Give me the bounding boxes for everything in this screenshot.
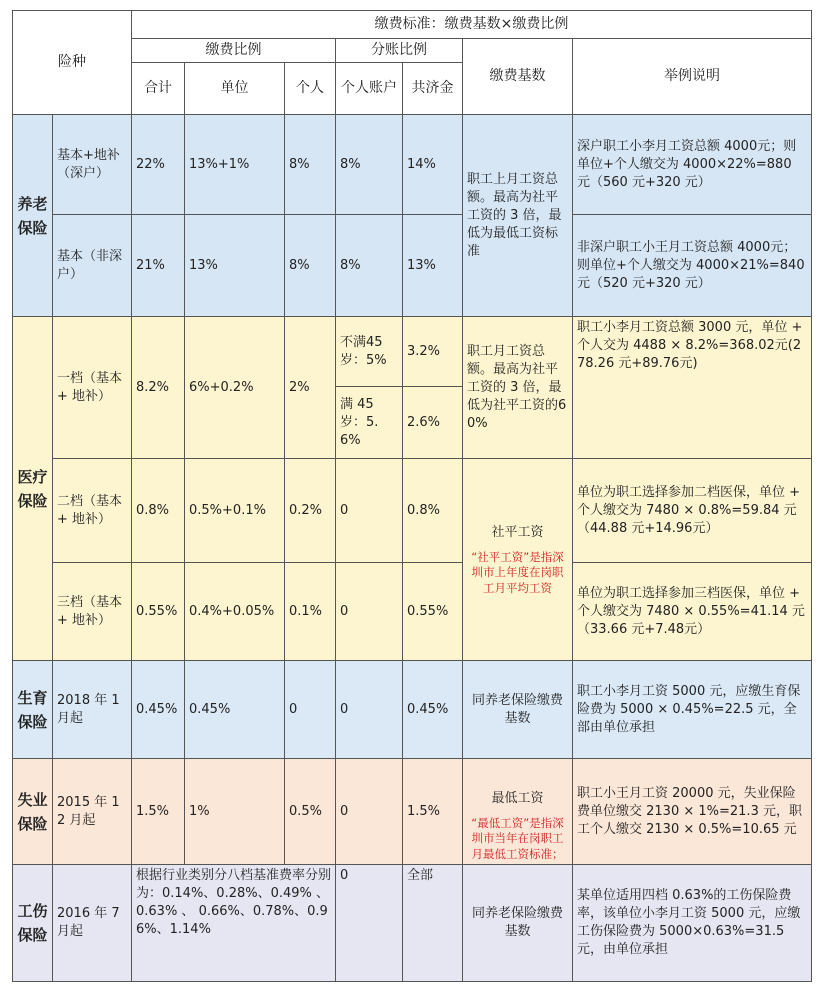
unemployment-base: [463, 759, 573, 865]
header-example: 举例说明: [573, 39, 812, 115]
insurance-contribution-table: [12, 10, 812, 982]
header-total: 合计: [132, 63, 185, 115]
maternity-base: 同养老保险缴费基数: [463, 661, 573, 759]
maternity-unit: 0.45%: [185, 661, 285, 759]
unemployment-example: 职工小王月工资 20000 元，失业保险费单位缴交 2130 × 1%=21.3 元，职工个人缴交 2130 × 0.5%=10.65 元: [573, 759, 812, 865]
pension-row-1: [13, 115, 812, 215]
pension-unit-2: 13%: [185, 215, 285, 317]
injury-name: 工伤保险: [13, 865, 53, 982]
maternity-fund: 0.45%: [403, 661, 463, 759]
unemployment-account: 0: [336, 759, 403, 865]
header-standard: 缴费标准：缴费基数×缴费比例: [132, 11, 812, 39]
pension-name: 养老保险: [13, 115, 53, 317]
header-base: 缴费基数: [463, 39, 573, 115]
medical-fund-1b: 2.6%: [403, 387, 463, 459]
pension-type-1: 基本+地补（深户）: [53, 115, 132, 215]
medical-type-2: 二档（基本 + 地补）: [53, 459, 132, 563]
header-rate: 缴费比例: [132, 39, 336, 63]
insurance-table-container: [12, 10, 812, 982]
medical-type-1: 一档（基本 + 地补）: [53, 317, 132, 459]
unemployment-fund: 1.5%: [403, 759, 463, 865]
medical-base-23: [463, 459, 573, 661]
unemployment-type: 2015 年 12 月起: [53, 759, 132, 865]
pension-account-1: 8%: [336, 115, 403, 215]
maternity-row: [13, 661, 812, 759]
medical-account-2: 0: [336, 459, 403, 563]
medical-personal-3: 0.1%: [285, 563, 336, 661]
header-split: 分账比例: [336, 39, 463, 63]
injury-example: 某单位适用四档 0.63%的工伤保险费率，该单位小李月工资 5000 元，应缴工伤保险费为 5000×0.63%=31.5 元，由单位承担: [573, 865, 812, 982]
header-personal: 个人: [285, 63, 336, 115]
medical-total-3: 0.55%: [132, 563, 185, 661]
medical-unit-2: 0.5%+0.1%: [185, 459, 285, 563]
maternity-example: 职工小李月工资 5000 元，应缴生育保险费为 5000 × 0.45%=22.5 元，全部由单位承担: [573, 661, 812, 759]
pension-base: 职工上月工资总额。最高为社平工资的 3 倍，最低为最低工资标准: [463, 115, 573, 317]
medical-fund-3: 0.55%: [403, 563, 463, 661]
pension-type-2: 基本（非深户）: [53, 215, 132, 317]
header-row-1: [13, 11, 812, 39]
pension-row-2: [13, 215, 812, 317]
pension-personal-1: 8%: [285, 115, 336, 215]
medical-fund-1a: 3.2%: [403, 317, 463, 387]
unemployment-name: 失业保险: [13, 759, 53, 865]
medical-base-23-text: 社平工资: [491, 524, 544, 540]
pension-account-2: 8%: [336, 215, 403, 317]
medical-personal-2: 0.2%: [285, 459, 336, 563]
maternity-total: 0.45%: [132, 661, 185, 759]
header-xianzhong: 险种: [13, 11, 132, 115]
injury-base: 同养老保险缴费基数: [463, 865, 573, 982]
medical-account-3: 0: [336, 563, 403, 661]
unemployment-total: 1.5%: [132, 759, 185, 865]
medical-name: 医疗保险: [13, 317, 53, 661]
header-row-2: [13, 39, 812, 63]
unemployment-row: [13, 759, 812, 865]
injury-fund: 全部: [403, 865, 463, 982]
medical-fund-2: 0.8%: [403, 459, 463, 563]
medical-total-2: 0.8%: [132, 459, 185, 563]
medical-total-1: 8.2%: [132, 317, 185, 459]
maternity-personal: 0: [285, 661, 336, 759]
pension-fund-1: 14%: [403, 115, 463, 215]
pension-example-2: 非深户职工小王月工资总额 4000元；则单位+个人缴交为 4000×21%=840 元（520 元+320 元）: [573, 215, 812, 317]
pension-example-1: 深户职工小李月工资总额 4000元；则单位+个人缴交为 4000×22%=880 元（560 元+320 元）: [573, 115, 812, 215]
header-unit: 单位: [185, 63, 285, 115]
injury-row: [13, 865, 812, 982]
medical-row-2: [13, 459, 812, 563]
pension-total-2: 21%: [132, 215, 185, 317]
medical-personal-1: 2%: [285, 317, 336, 459]
pension-total-1: 22%: [132, 115, 185, 215]
maternity-name: 生育保险: [13, 661, 53, 759]
maternity-type: 2018 年 1 月起: [53, 661, 132, 759]
unemployment-personal: 0.5%: [285, 759, 336, 865]
medical-row-1a: [13, 317, 812, 387]
medical-example-1: 职工小李月工资总额 3000 元，单位 + 个人交为 4488 × 8.2%=368.02元(278.26 元+89.76元): [573, 317, 812, 459]
injury-type: 2016 年 7 月起: [53, 865, 132, 982]
pension-personal-2: 8%: [285, 215, 336, 317]
medical-row-3: [13, 563, 812, 661]
injury-account: 0: [336, 865, 403, 982]
medical-example-2: 单位为职工选择参加二档医保，单位 + 个人缴交为 7480 × 0.8%=59.84 元（44.88 元+14.96元）: [573, 459, 812, 563]
unemployment-unit: 1%: [185, 759, 285, 865]
header-personal-account: 个人账户: [336, 63, 403, 115]
medical-base-note: “社平工资”是指深圳市上年度在岗职工月平均工资: [471, 549, 564, 595]
unemployment-base-note: “最低工资”是指深圳市当年在岗职工月最低工资标准；: [471, 815, 564, 861]
medical-account-1b: 满 45岁：5.6%: [336, 387, 403, 459]
header-mutual-fund: 共济金: [403, 63, 463, 115]
pension-fund-2: 13%: [403, 215, 463, 317]
medical-account-1a: 不满45岁：5%: [336, 317, 403, 387]
unemployment-base-text: 最低工资: [491, 790, 544, 806]
medical-unit-1: 6%+0.2%: [185, 317, 285, 459]
medical-type-3: 三档（基本 + 地补）: [53, 563, 132, 661]
medical-example-3: 单位为职工选择参加三档医保，单位 + 个人缴交为 7480 × 0.55%=41.14 元（33.66 元+7.48元）: [573, 563, 812, 661]
pension-unit-1: 13%+1%: [185, 115, 285, 215]
injury-rate: 根据行业类别分八档基准费率分别为：0.14%、0.28%、0.49% 、 0.63% 、 0.66%、0.78%、0.96%、1.14%: [132, 865, 336, 982]
medical-unit-3: 0.4%+0.05%: [185, 563, 285, 661]
maternity-account: 0: [336, 661, 403, 759]
medical-base-1: 职工月工资总额。最高为社平工资的 3 倍，最低为社平工资的60%: [463, 317, 573, 459]
